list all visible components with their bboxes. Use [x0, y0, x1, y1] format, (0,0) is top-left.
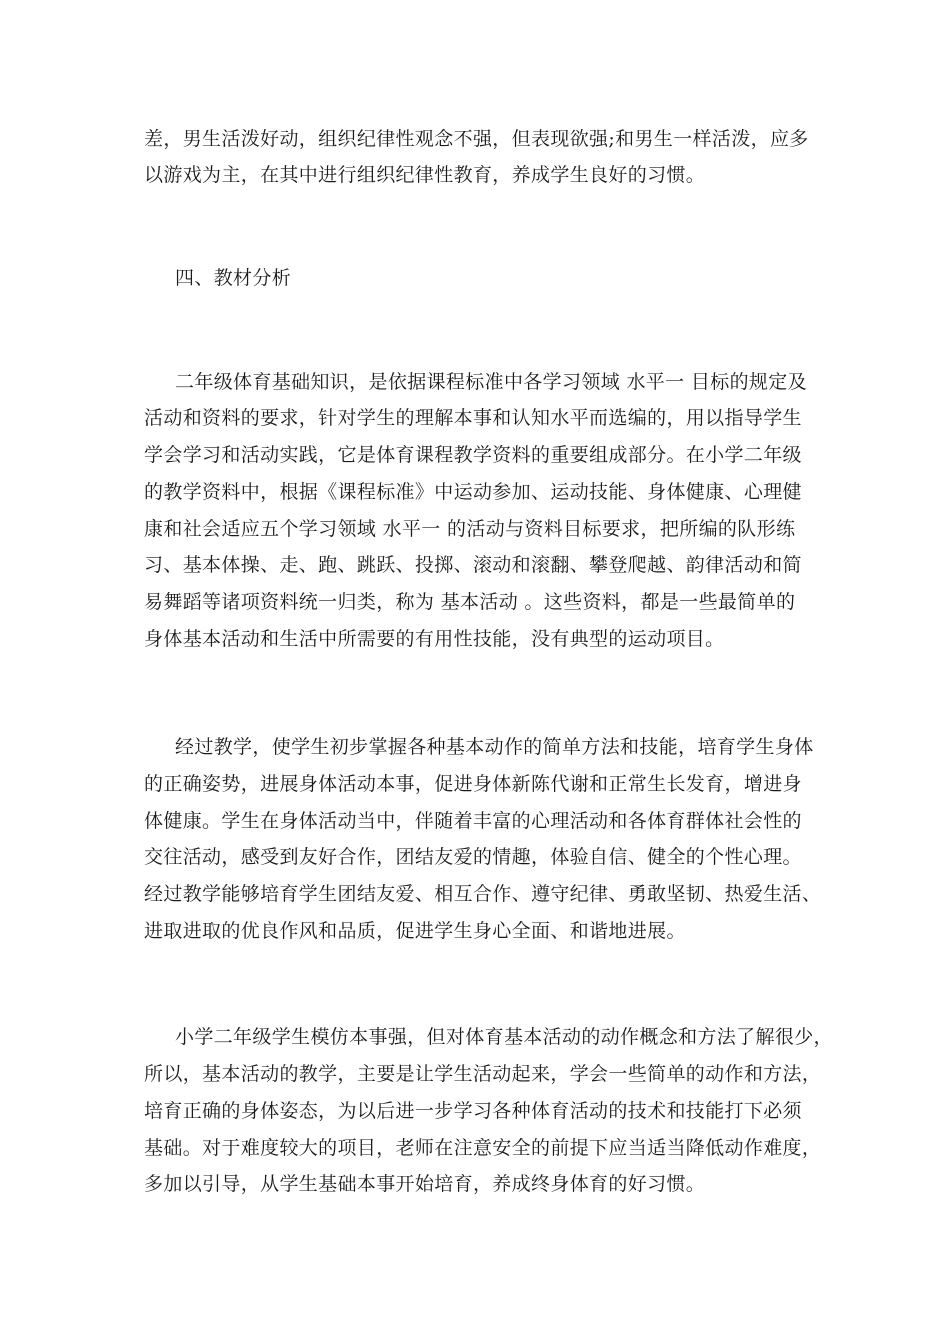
paragraph-line: 身体基本活动和生活中所需要的有用性技能，没有典型的运动项目。: [144, 628, 725, 650]
paragraph-line: 易舞蹈等诸项资料统一归类，称为 基本活动 。这些资料，都是一些最简单的: [144, 591, 796, 613]
paragraph-line: 基础。对于难度较大的项目，老师在注意安全的前提下应当适当降低动作难度，: [144, 1137, 822, 1159]
paragraph-line: 培育正确的身体姿态，为以后进一步学习各种体育活动的技术和技能打下必须: [144, 1100, 802, 1122]
paragraph-line: 学会学习和活动实践，它是体育课程教学资料的重要组成部分。在小学二年级: [144, 444, 802, 466]
paragraph-line: 的教学资料中，根据《课程标准》中运动参加、运动技能、身体健康、心理健: [144, 481, 802, 503]
section-heading: 四、教材分析: [175, 267, 292, 289]
paragraph-line: 经过教学，使学生初步掌握各种基本动作的简单方法和技能，培育学生身体: [175, 736, 814, 758]
paragraph-line: 小学二年级学生模仿本事强，但对体育基本活动的动作概念和方法了解很少，: [175, 1026, 833, 1048]
paragraph-line: 康和社会适应五个学习领域 水平一 的活动与资料目标要求，把所编的队形练: [144, 518, 796, 540]
paragraph-line: 经过教学能够培育学生团结友爱、相互合作、遵守纪律、勇敢坚韧、热爱生活、: [144, 883, 822, 905]
intro-line: 差，男生活泼好动，组织纪律性观念不强，但表现欲强;和男生一样活泼，应多: [144, 128, 809, 150]
paragraph-line: 体健康。学生在身体活动当中，伴随着丰富的心理活动和各体育群体社会性的: [144, 810, 802, 832]
paragraph-line: 交往活动，感受到友好合作，团结友爱的情趣，体验自信、健全的个性心理。: [144, 846, 802, 868]
paragraph-line: 习、基本体操、走、跑、跳跃、投掷、滚动和滚翻、攀登爬越、韵律活动和简: [144, 554, 802, 576]
paragraph-line: 活动和资料的要求，针对学生的理解本事和认知水平而选编的，用以指导学生: [144, 407, 802, 429]
paragraph-line: 多加以引导，从学生基础本事开始培育，养成终身体育的好习惯。: [144, 1173, 706, 1195]
intro-line: 以游戏为主，在其中进行组织纪律性教育，养成学生良好的习惯。: [144, 164, 706, 186]
paragraph-line: 进取进取的优良作风和品质，促进学生身心全面、和谐地进展。: [144, 920, 686, 942]
paragraph-line: 所以，基本活动的教学，主要是让学生活动起来，学会一些简单的动作和方法，: [144, 1063, 822, 1085]
paragraph-line: 的正确姿势，进展身体活动本事，促进身体新陈代谢和正常生长发育，增进身: [144, 773, 802, 795]
paragraph-line: 二年级体育基础知识，是依据课程标准中各学习领域 水平一 目标的规定及: [175, 371, 807, 393]
